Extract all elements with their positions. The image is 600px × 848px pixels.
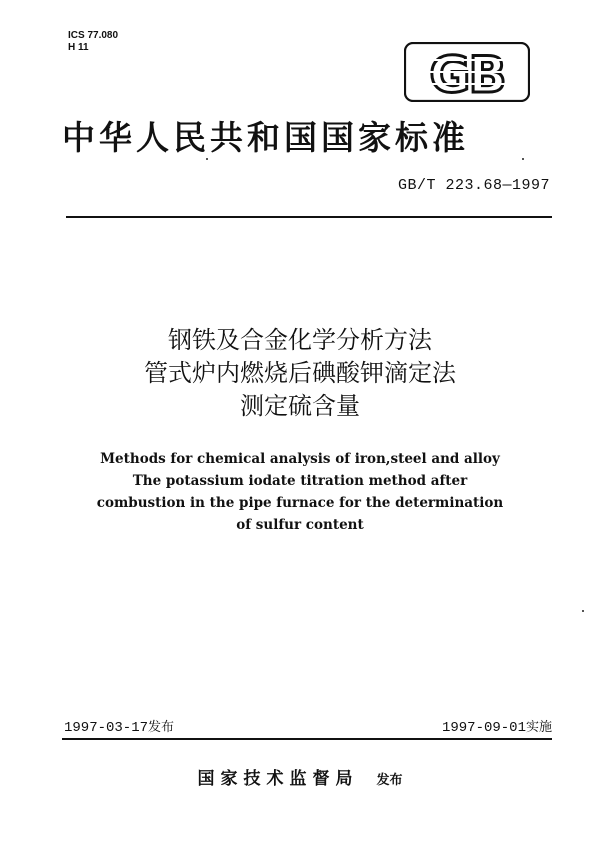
implementation-date [360,716,552,736]
chinese-title [0,324,600,423]
issue-date [64,716,174,736]
implementation-date-value: 1997-09-01 [441,720,526,736]
chinese-title-line-2: 管式炉内燃烧后碘酸钾滴定法 [144,359,456,387]
publisher-line [0,764,600,789]
classification-codes [68,30,118,54]
gb-logo-text: GB [429,46,505,102]
publish-label: 发布 [376,773,403,788]
standard-category-title: 中华人民共和国国家标准 [62,118,469,157]
scan-speck [206,158,208,160]
footer-divider [62,738,552,740]
ccs-code: H 11 [68,42,89,53]
ics-code: ICS 77.080 [68,30,119,41]
chinese-title-line-1: 钢铁及合金化学分析方法 [168,326,432,354]
chinese-title-line-3: 测定硫含量 [240,392,360,420]
english-title-line-3: combustion in the pipe furnace for the determination [96,495,504,511]
scan-speck [522,158,524,160]
issue-label: 发布 [148,720,175,735]
english-title-line-4: of sulfur content [236,517,364,533]
implementation-label: 实施 [525,720,552,735]
english-title-line-2: The potassium iodate titration method after [132,473,468,489]
header-divider [66,216,552,218]
scan-speck [582,610,584,612]
english-title [0,448,600,536]
standard-number: GB/T 223.68—1997 [397,177,550,194]
gb-logo-icon [404,42,530,102]
issue-date-value: 1997-03-17 [64,720,149,736]
english-title-line-1: Methods for chemical analysis of iron,steel and alloy [100,451,500,467]
publisher-name: 国家技术监督局 [197,769,359,789]
